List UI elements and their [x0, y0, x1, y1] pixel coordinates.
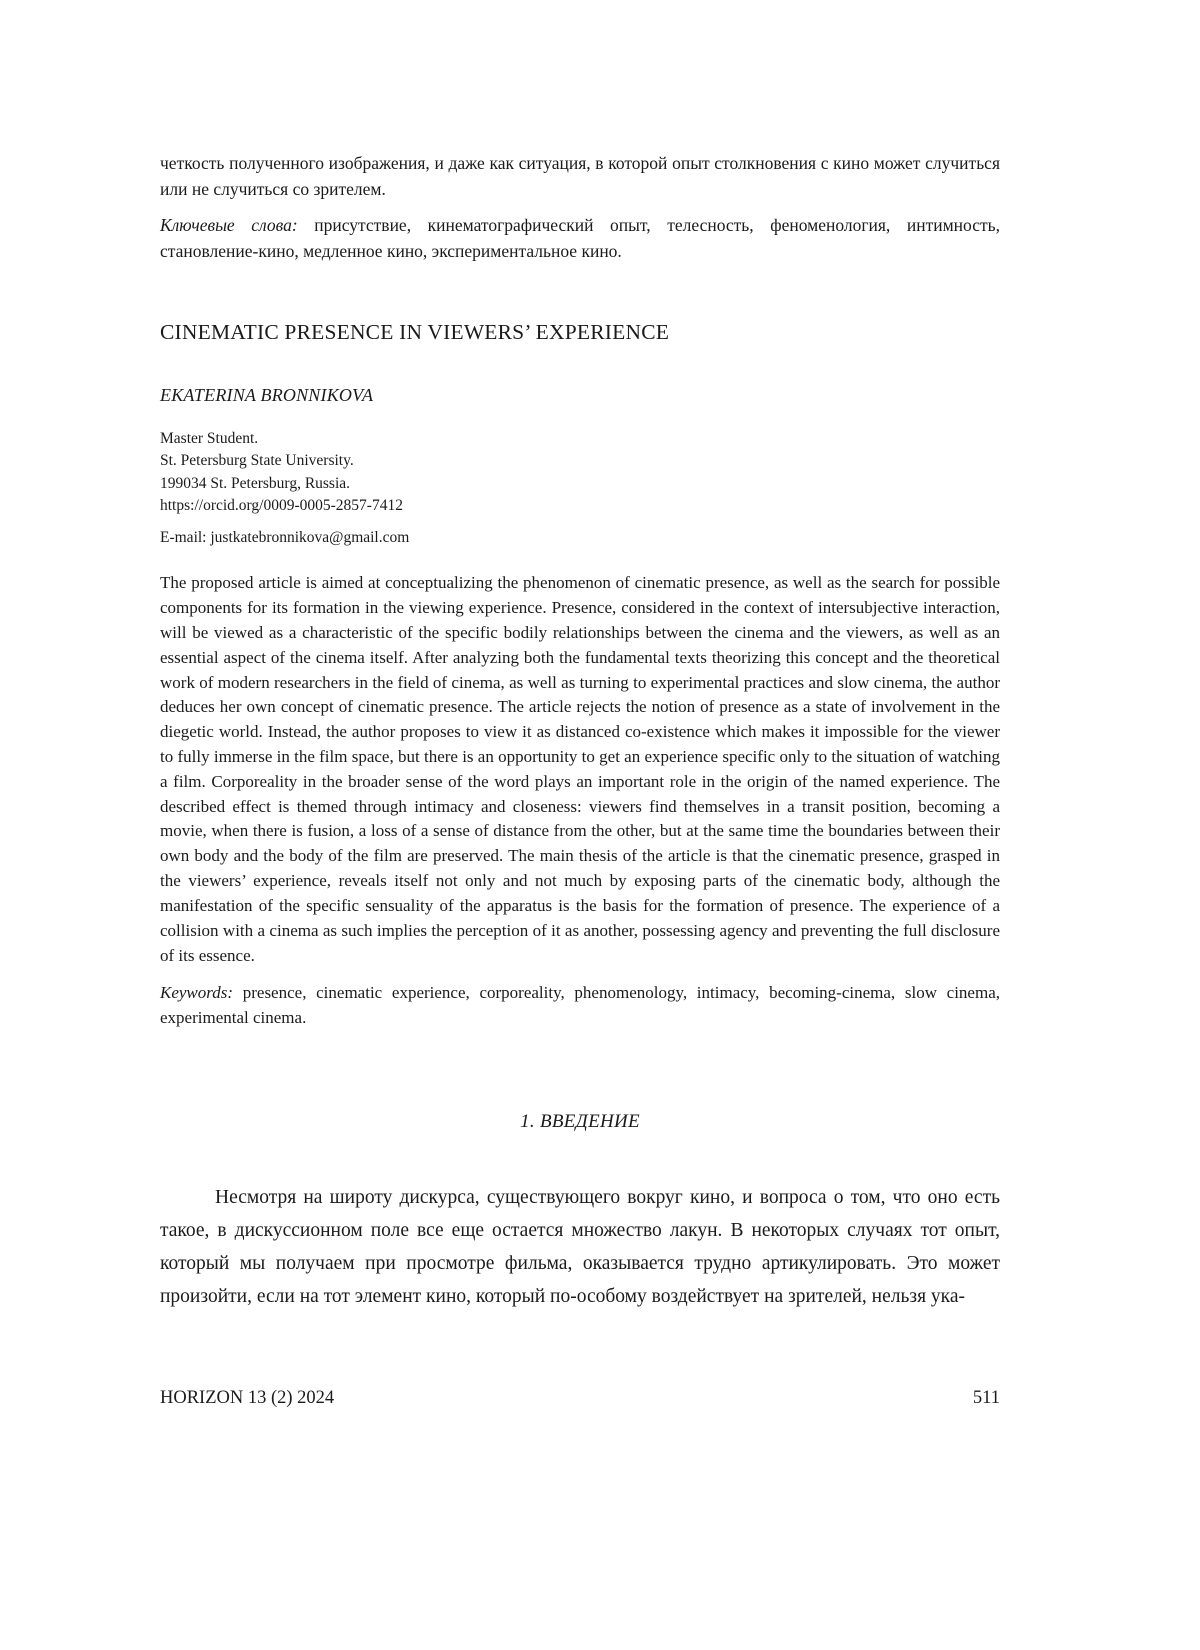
affiliation-line-university: St. Petersburg State University.	[160, 452, 354, 470]
affiliation-line-orcid: https://orcid.org/0009-0005-2857-7412	[160, 497, 403, 515]
journal-name: HORIZON 13 (2) 2024	[160, 1388, 335, 1408]
english-keywords-paragraph	[160, 981, 1000, 1031]
author-email: E-mail: justkatebronnikova@gmail.com	[160, 528, 410, 546]
affiliation-line-position: Master Student.	[160, 430, 259, 447]
russian-continuation-paragraph: четкость полученного изображения, и даже как ситуация, в которой опыт столкновения с кино может случиться или не случиться со зрителем.	[160, 153, 1000, 200]
author-affiliation	[160, 428, 1000, 518]
russian-keywords-paragraph	[160, 212, 1000, 265]
affiliation-line-address: 199034 St. Petersburg, Russia.	[160, 474, 351, 492]
russian-keywords-label: Ключевые слова:	[160, 214, 298, 235]
article-author: EKATERINA BRONNIKOVA	[160, 385, 374, 405]
introduction-paragraph: Несмотря на широту дискурса, существующего вокруг кино, и вопроса о том, что оно есть такое, в дискуссионном поле все еще остается множество лакун. В некоторых случаях тот опыт, который мы получаем при просмотре фильма, оказывается трудно артикулировать. Это может произойти, если на тот элемент кино, который по-особому воздействует на зрителей, нельзя ука-	[160, 1186, 1000, 1308]
page-number: 511	[972, 1388, 1000, 1408]
article-title: CINEMATIC PRESENCE IN VIEWERS’ EXPERIENCE	[160, 320, 670, 344]
russian-keywords-text: присутствие, кинематографический опыт, телесность, феноменология, интимность, становление-кино, медленное кино, экспериментальное кино.	[160, 214, 1001, 261]
english-keywords-text: presence, cinematic experience, corporeality, phenomenology, intimacy, becoming-cinema, slow cinema, experimental cinema.	[160, 983, 1000, 1028]
section-heading-introduction: 1. ВВЕДЕНИЕ	[520, 1110, 640, 1132]
abstract-paragraph: The proposed article is aimed at conceptualizing the phenomenon of cinematic presence, as well as the search for possible components for its formation in the viewing experience. Presence, considered in the context of intersubjective interaction, will be viewed as a characteristic of the specific bodily relationships between the cinema and the viewers, as well as an essential aspect of the cinema itself. After analyzing both the fundamental texts theorizing this concept and the theoretical work of modern researchers in the field of cinema, as well as turning to experimental practices and slow cinema, the author deduces her own concept of cinematic presence. The article rejects the notion of presence as a state of involvement in the diegetic world. Instead, the author proposes to view it as distanced co-existence which makes it impossible for the viewer to fully immerse in the film space, but there is an opportunity to get an experience specific only to the situation of watching a film. Corporeality in the broader sense of the word plays an important role in the origin of the named experience. The described effect is themed through intimacy and closeness: viewers find themselves in a transit position, becoming a movie, when there is fusion, a loss of a sense of distance from the other, but at the same time the boundaries between their own body and the body of the film are preserved. The main thesis of the article is that the cinematic presence, grasped in the viewers’ experience, reveals itself not only and not much by exposing parts of the cinematic body, although the manifestation of the specific sensuality of the apparatus is the basis for the formation of presence. The experience of a collision with a cinema as such implies the perception of it as another, possessing agency and preventing the full disclosure of its essence.	[160, 573, 1000, 965]
page-footer	[160, 1388, 1000, 1409]
english-keywords-label: Keywords:	[160, 983, 234, 1003]
